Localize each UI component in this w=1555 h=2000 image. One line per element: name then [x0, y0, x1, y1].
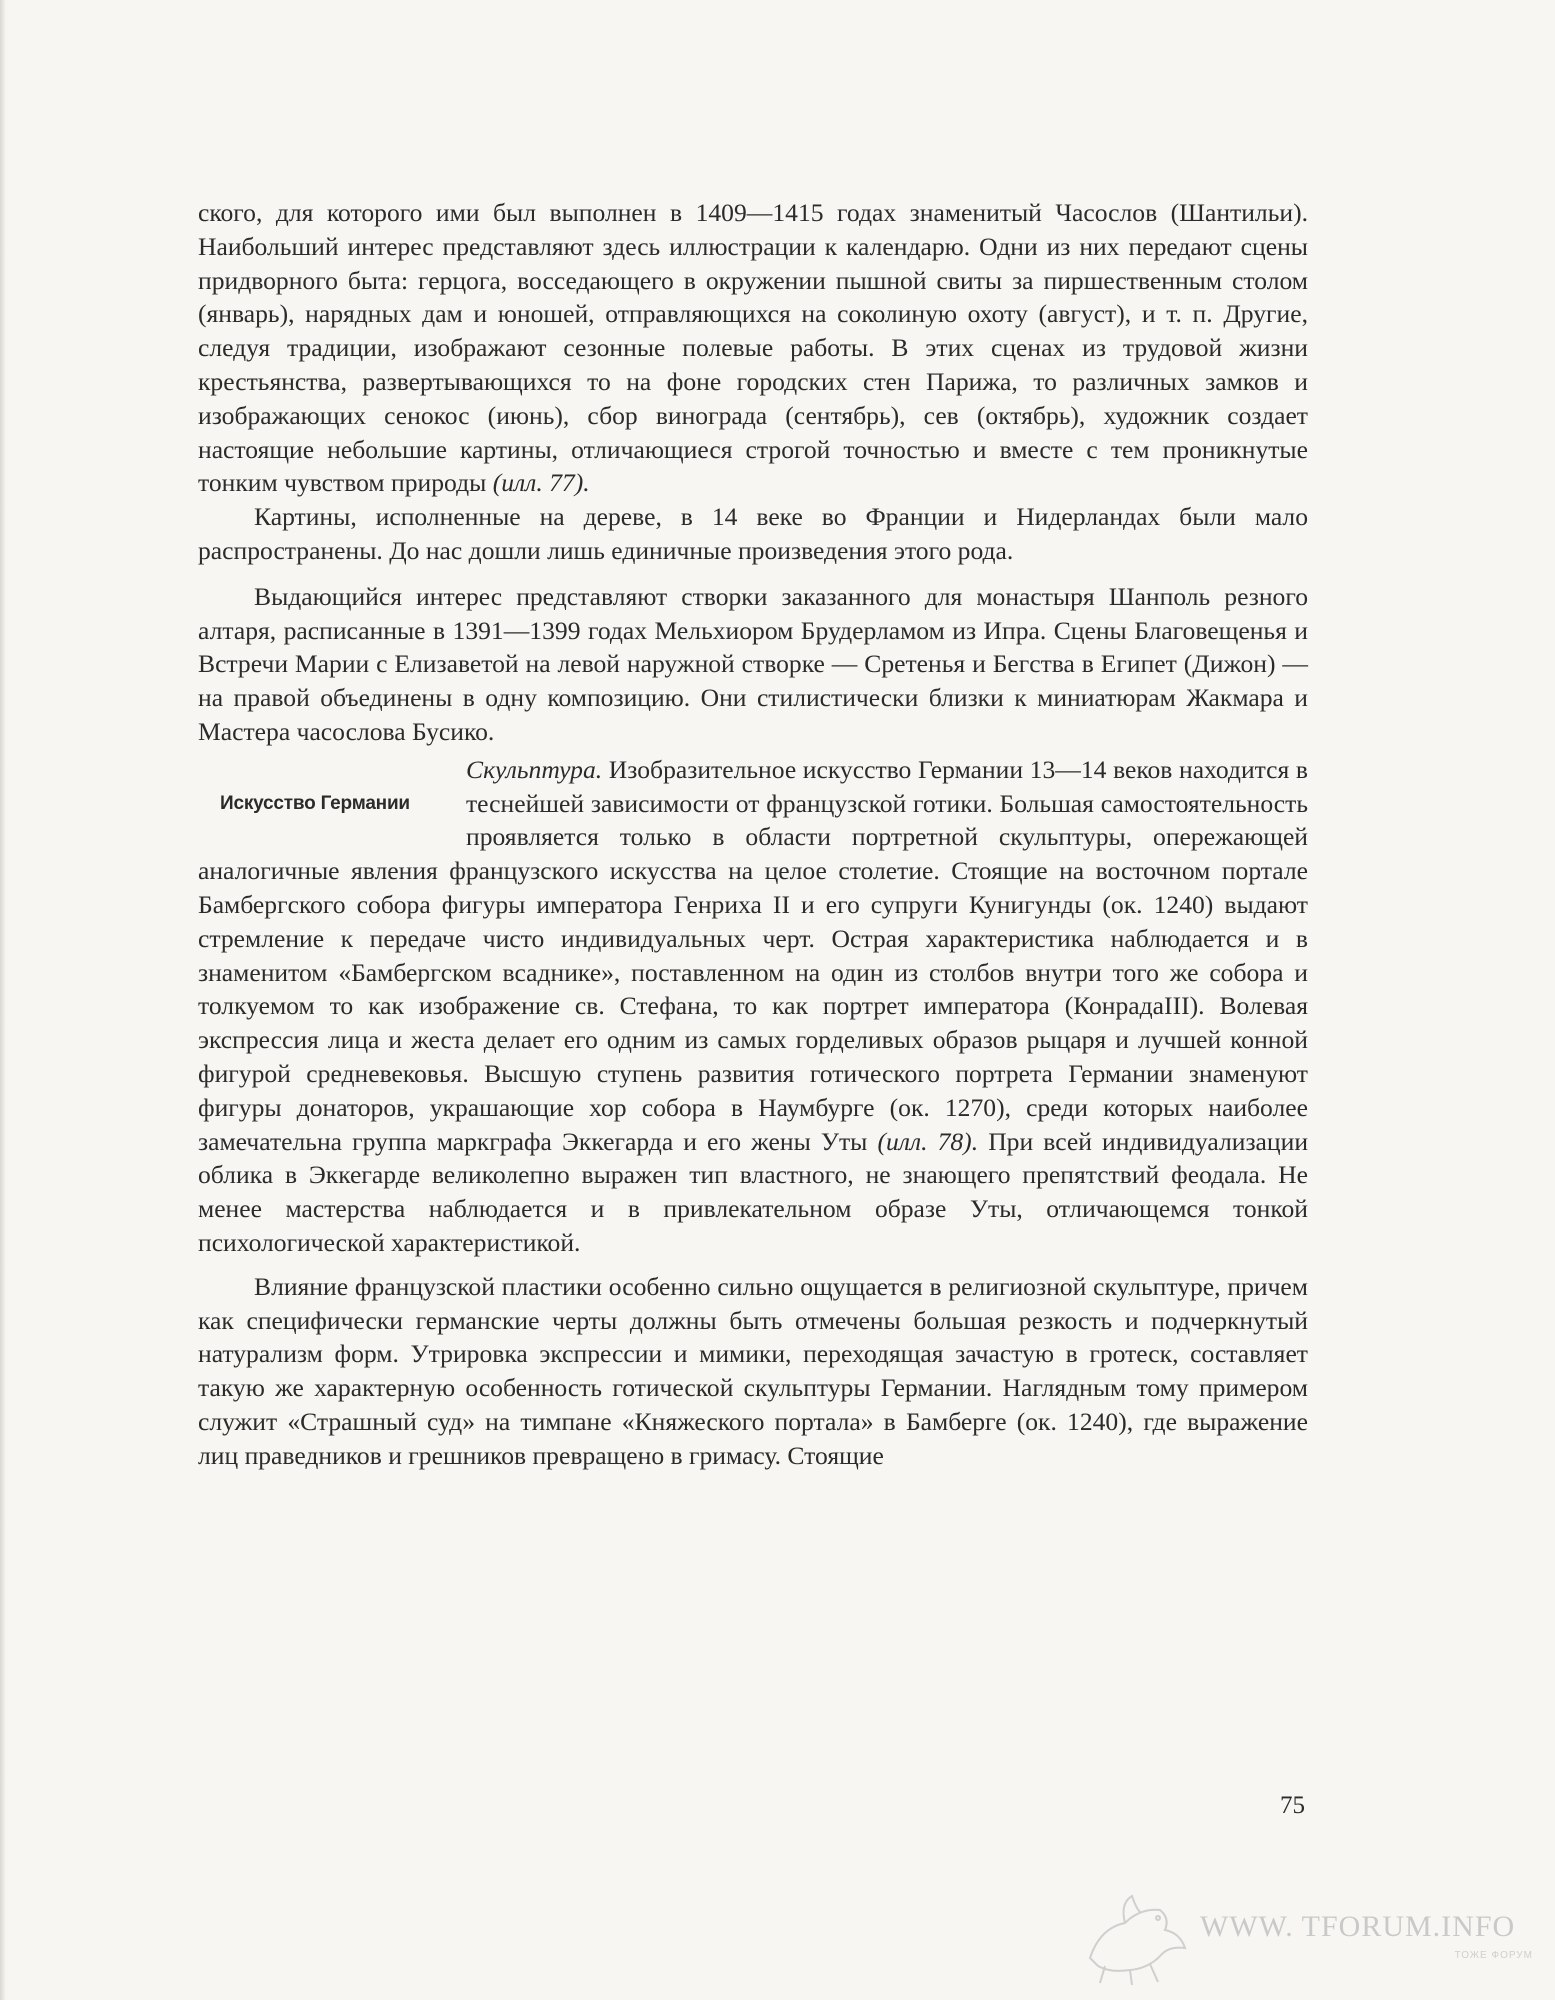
watermark-url: WWW. TFORUM.INFO	[1200, 1910, 1516, 1943]
watermark	[1070, 1888, 1545, 1988]
paragraph-3: Выдающийся интерес представляют створки заказанного для монастыря Шанполь резного алтаря, расписанные в 1391—1399 годах Мельхиором Брудерламом из Ипра. Сцены Благовещенья и Встречи Марии с Елизаветой на левой наружной створке — Сретенья и Бегства в Египет (Дижон) — на правой объединены в одну композицию. Они стилистически близки к миниатюрам Жакмара и Мастера часослова Бусико.	[198, 581, 1308, 746]
page-number: 75	[1280, 1792, 1305, 1819]
page-edge	[0, 0, 6, 2000]
paragraph-4-text-b: При всей индивидуализации облика в Эккегарде великолепно выражен тип властного, не знающего препятствий феодала. Не менее мастерства наблюдается и в привлекательном образе Уты, отличающемся тонкой психологической характеристикой.	[198, 1126, 1309, 1257]
paragraph-2: Картины, исполненные на дереве, в 14 веке во Франции и Нидерландах были мало распространены. До нас дошли лишь единичные произведения этого рода.	[198, 502, 1308, 565]
body-text	[198, 196, 1308, 1472]
griffin-logo-icon	[1070, 1888, 1200, 1988]
illustration-ref-77: (илл. 77).	[492, 468, 590, 498]
paragraph-5: Влияние французской пластики особенно сильно ощущается в религиозной скульптуре, причем как специфически германские черты должны быть отмечены большая резкость и подчеркнутый натурализм форм. Утрировка экспрессии и мимики, переходящая зачастую в гротеск, составляет такую же характерную особенность готической скульптуры Германии. Наглядным тому примером служит «Страшный суд» на тимпане «Княжеского портала» в Бамберге (ок. 1240), где выражение лиц праведников и грешников превращено в гримасу. Стоящие	[198, 1271, 1308, 1470]
paragraph-4-text-a: Изобразительное искусство Германии 13—14 веков находится в теснейшей зависимости от французской готики. Большая самостоятельность проявляется только в области портретной скульптуры, опережающей аналогичные явления французского искусства на целое столетие. Стоящие на восточном портале Бамбергского собора фигуры императора Генриха II и его супруги Кунигунды (ок. 1240) выдают стремление к передаче чисто индивидуальных черт. Острая характеристика наблюдается и в знаменитом «Бамбергском всаднике», поставленном на один из столбов внутри того же собора и толкуемом то как изображение св. Стефана, то как портрет императора (КонрадаIII). Волевая экспрессия лица и жеста делает его одним из самых горделивых образов рыцаря и лучшей конной фигурой средневековья. Высшую ступень развития готического портрета Германии знаменуют фигуры донаторов, украшающие хор собора в Наумбурге (ок. 1270), среди которых наиболее замечательна группа маркграфа Эккегарда и его жены Уты	[198, 754, 1308, 1156]
paragraph-1-text: ского, для которого ими был выполнен в 1409—1415 годах знаменитый Часослов (Шантильи). Наибольший интерес представляют здесь иллюстрации к календарю. Одни из них передают сцены придворного быта: герцога, восседающего в окружении пышной свиты за пиршественным столом (январь), нарядных дам и юношей, отправляющихся на соколиную охоту (август), и т. п. Другие, следуя традиции, изображают сезонные полевые работы. В этих сценах из трудовой жизни крестьянства, развертывающихся то на фоне городских стен Парижа, то различных замков и изображающих сенокос (июнь), сбор винограда (сентябрь), сев (октябрь), художник создает настоящие небольшие картины, отличающиеся строгой точностью и вместе с тем проникнутые тонким чувством природы	[198, 198, 1308, 498]
sidenote-column	[198, 753, 460, 854]
section-heading: Скульптура.	[466, 754, 603, 784]
section-germany	[198, 753, 1308, 1260]
paragraph-1	[198, 196, 1308, 500]
sidenote-heading: Искусство Германии	[220, 792, 410, 814]
illustration-ref-78: (илл. 78).	[877, 1126, 979, 1156]
watermark-tagline: ТОЖЕ ФОРУМ	[1454, 1950, 1533, 1961]
